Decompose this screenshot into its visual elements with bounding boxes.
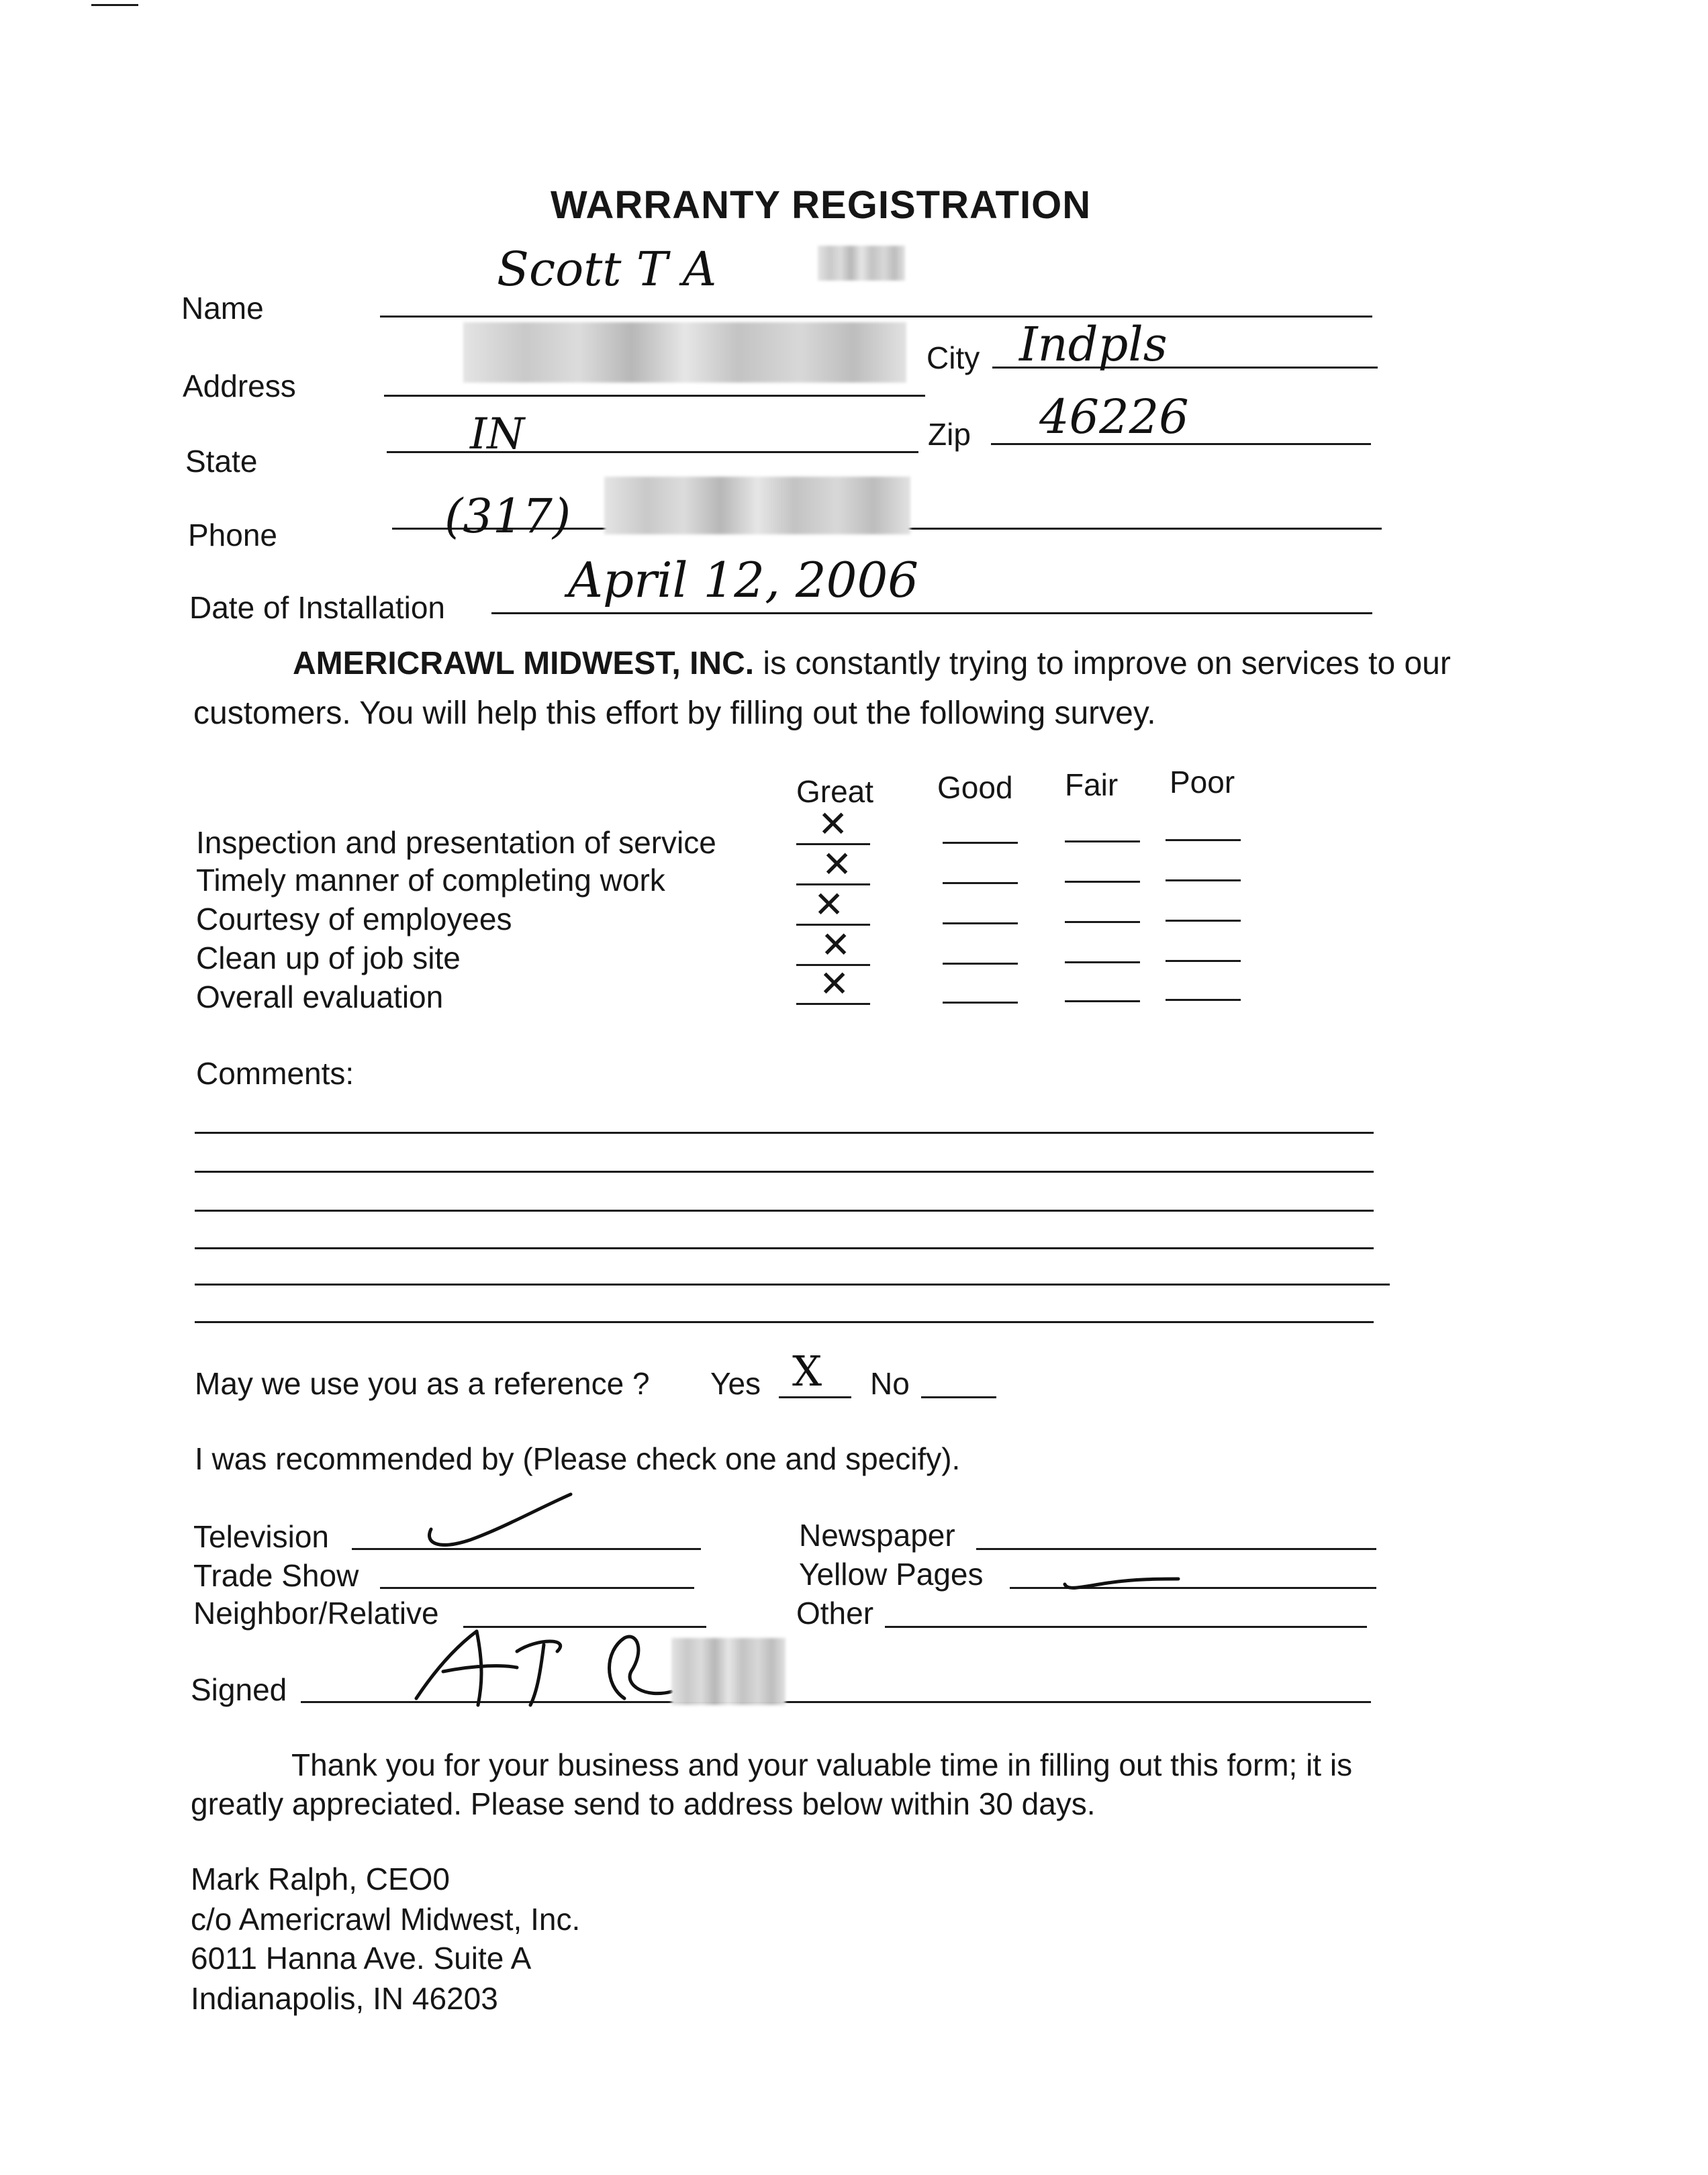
other-label: Other xyxy=(796,1596,874,1631)
intro-line-2: customers. You will help this effort by filling out the following survey. xyxy=(193,695,1156,731)
address-line-4: Indianapolis, IN 46203 xyxy=(191,1981,498,2016)
comment-line[interactable] xyxy=(195,1132,1374,1134)
signed-label: Signed xyxy=(191,1672,287,1707)
zip-label: Zip xyxy=(928,417,971,452)
reference-yes-blank[interactable] xyxy=(779,1396,851,1398)
comment-line[interactable] xyxy=(195,1284,1390,1286)
address-line[interactable] xyxy=(384,395,925,397)
col-great: Great xyxy=(796,774,874,809)
redacted-address xyxy=(463,322,906,383)
reference-yes-mark: X xyxy=(792,1347,822,1396)
poor-blank[interactable] xyxy=(1166,920,1241,922)
date-value: April 12, 2006 xyxy=(568,552,919,608)
survey-mark: ✕ xyxy=(814,883,845,926)
survey-mark: ✕ xyxy=(819,963,850,1005)
survey-row-label: Overall evaluation xyxy=(196,979,444,1014)
survey-row-label: Courtesy of employees xyxy=(196,902,512,936)
col-good: Good xyxy=(937,770,1013,805)
intro-line-1-rest: is constantly trying to improve on services to our xyxy=(754,646,1451,681)
redacted-name xyxy=(818,246,905,281)
address-label: Address xyxy=(183,369,296,403)
survey-mark: ✕ xyxy=(822,843,853,885)
date-label: Date of Installation xyxy=(189,590,446,625)
state-line[interactable] xyxy=(387,451,918,453)
name-value: Scott T A xyxy=(497,242,717,297)
address-line-2: c/o Americrawl Midwest, Inc. xyxy=(191,1902,581,1937)
name-label: Name xyxy=(181,291,264,326)
newspaper-blank[interactable] xyxy=(976,1548,1376,1550)
good-blank[interactable] xyxy=(943,882,1018,884)
address-line-3: 6011 Hanna Ave. Suite A xyxy=(191,1941,532,1976)
fair-blank[interactable] xyxy=(1065,961,1140,963)
good-blank[interactable] xyxy=(943,842,1018,844)
form-title: WARRANTY REGISTRATION xyxy=(551,183,1092,227)
comments-label: Comments: xyxy=(196,1056,354,1091)
signature xyxy=(403,1625,685,1712)
scan-mark xyxy=(91,4,138,6)
city-label: City xyxy=(927,340,980,375)
state-label: State xyxy=(185,444,258,479)
thanks-line-2: greatly appreciated. Please send to address below within 30 days. xyxy=(191,1786,1096,1821)
fair-blank[interactable] xyxy=(1065,881,1140,883)
trade-show-label: Trade Show xyxy=(193,1558,359,1593)
other-blank[interactable] xyxy=(885,1626,1367,1628)
poor-blank[interactable] xyxy=(1166,999,1241,1001)
redacted-phone xyxy=(604,477,910,534)
thanks-line-1: Thank you for your business and your valuable time in filling out this form; it is xyxy=(291,1747,1353,1782)
reference-question: May we use you as a reference ? xyxy=(195,1366,650,1401)
reference-no-blank[interactable] xyxy=(921,1396,996,1398)
neighbor-label: Neighbor/Relative xyxy=(193,1596,439,1631)
good-blank[interactable] xyxy=(943,1002,1018,1004)
redacted-signature xyxy=(671,1638,786,1705)
recommended-prompt: I was recommended by (Please check one and specify). xyxy=(195,1441,961,1476)
intro-line-1 xyxy=(293,644,1451,683)
survey-mark: ✕ xyxy=(818,803,849,845)
poor-blank[interactable] xyxy=(1166,960,1241,962)
zip-value: 46226 xyxy=(1039,389,1189,444)
good-blank[interactable] xyxy=(943,963,1018,965)
comment-line[interactable] xyxy=(195,1171,1374,1173)
comment-line[interactable] xyxy=(195,1321,1374,1323)
trade-show-blank[interactable] xyxy=(380,1587,694,1589)
television-label: Television xyxy=(193,1519,329,1554)
company-name: AMERICRAWL MIDWEST, INC. xyxy=(293,646,755,681)
city-value: Indpls xyxy=(1019,317,1168,372)
col-fair: Fair xyxy=(1065,767,1119,802)
col-poor: Poor xyxy=(1170,765,1235,800)
address-line-1: Mark Ralph, CEO0 xyxy=(191,1862,450,1896)
comment-line[interactable] xyxy=(195,1247,1374,1249)
survey-row-label: Timely manner of completing work xyxy=(196,863,665,898)
reference-no-label: No xyxy=(870,1366,910,1401)
fair-blank[interactable] xyxy=(1065,840,1140,842)
survey-row-label: Clean up of job site xyxy=(196,940,461,975)
yellow-pages-label: Yellow Pages xyxy=(799,1557,984,1592)
newspaper-label: Newspaper xyxy=(799,1518,955,1553)
reference-yes-label: Yes xyxy=(710,1366,761,1401)
fair-blank[interactable] xyxy=(1065,1000,1140,1002)
name-line[interactable] xyxy=(380,316,1372,318)
survey-mark: ✕ xyxy=(820,924,851,966)
television-checkmark xyxy=(423,1489,577,1549)
yellow-pages-checkmark xyxy=(1061,1564,1182,1591)
fair-blank[interactable] xyxy=(1065,921,1140,923)
poor-blank[interactable] xyxy=(1166,839,1241,841)
date-line[interactable] xyxy=(491,612,1372,614)
state-value: IN xyxy=(470,409,525,459)
comment-line[interactable] xyxy=(195,1210,1374,1212)
phone-label: Phone xyxy=(188,518,278,552)
good-blank[interactable] xyxy=(943,922,1018,924)
phone-value: (317) xyxy=(444,489,571,544)
poor-blank[interactable] xyxy=(1166,879,1241,881)
survey-row-label: Inspection and presentation of service xyxy=(196,825,716,860)
